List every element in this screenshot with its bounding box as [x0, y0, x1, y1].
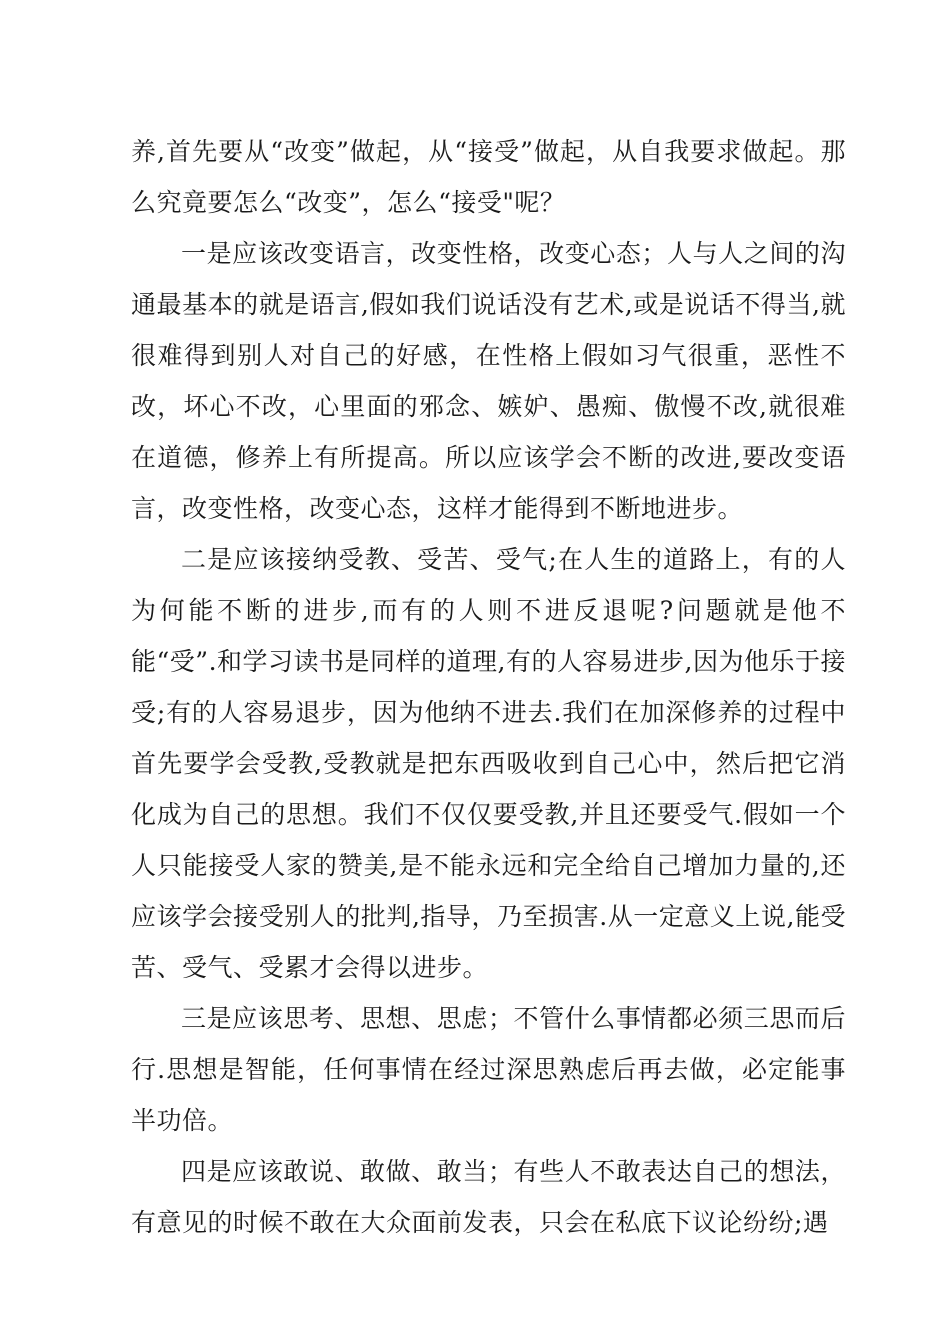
paragraph-continuation: 养,首先要从“改变”做起，从“接受”做起，从自我要求做起。那么究竟要怎么“改变”，怎么“接受"呢？ — [131, 137, 846, 217]
paragraph-point-three: 三是应该思考、思想、思虑；不管什么事情都必须三思而后行.思想是智能，任何事情在经过深思熟虑后再去做，必定能事半功倍。 — [131, 1004, 846, 1135]
document-body — [131, 126, 846, 1248]
paragraph-point-two: 二是应该接纳受教、受苦、受气;在人生的道路上，有的人为何能不断的进步,而有的人则不进反退呢?问题就是他不能“受”.和学习读书是同样的道理,有的人容易进步,因为他乐于接受;有的人容易退步，因为他纳不进去.我们在加深修养的过程中首先要学会受教,受教就是把东西吸收到自己心中，然后把它消化成为自己的思想。我们不仅仅要受教,并且还要受气.假如一个人只能接受人家的赞美,是不能永远和完全给自己增加力量的,还应该学会接受别人的批判,指导，乃至损害.从一定意义上说,能受苦、受气、受累才会得以进步。 — [131, 545, 846, 982]
paragraph-point-one: 一是应该改变语言，改变性格，改变心态；人与人之间的沟通最基本的就是语言,假如我们说话没有艺术,或是说话不得当,就很难得到别人对自己的好感，在性格上假如习气很重，恶性不改，坏心不改，心里面的邪念、嫉妒、愚痴、傲慢不改,就很难在道德，修养上有所提高。所以应该学会不断的改进,要改变语言，改变性格，改变心态，这样才能得到不断地进步。 — [131, 239, 846, 523]
paragraph-point-four: 四是应该敢说、敢做、敢当；有些人不敢表达自己的想法，有意见的时候不敢在大众面前发表，只会在私底下议论纷纷;遇 — [131, 1157, 846, 1237]
